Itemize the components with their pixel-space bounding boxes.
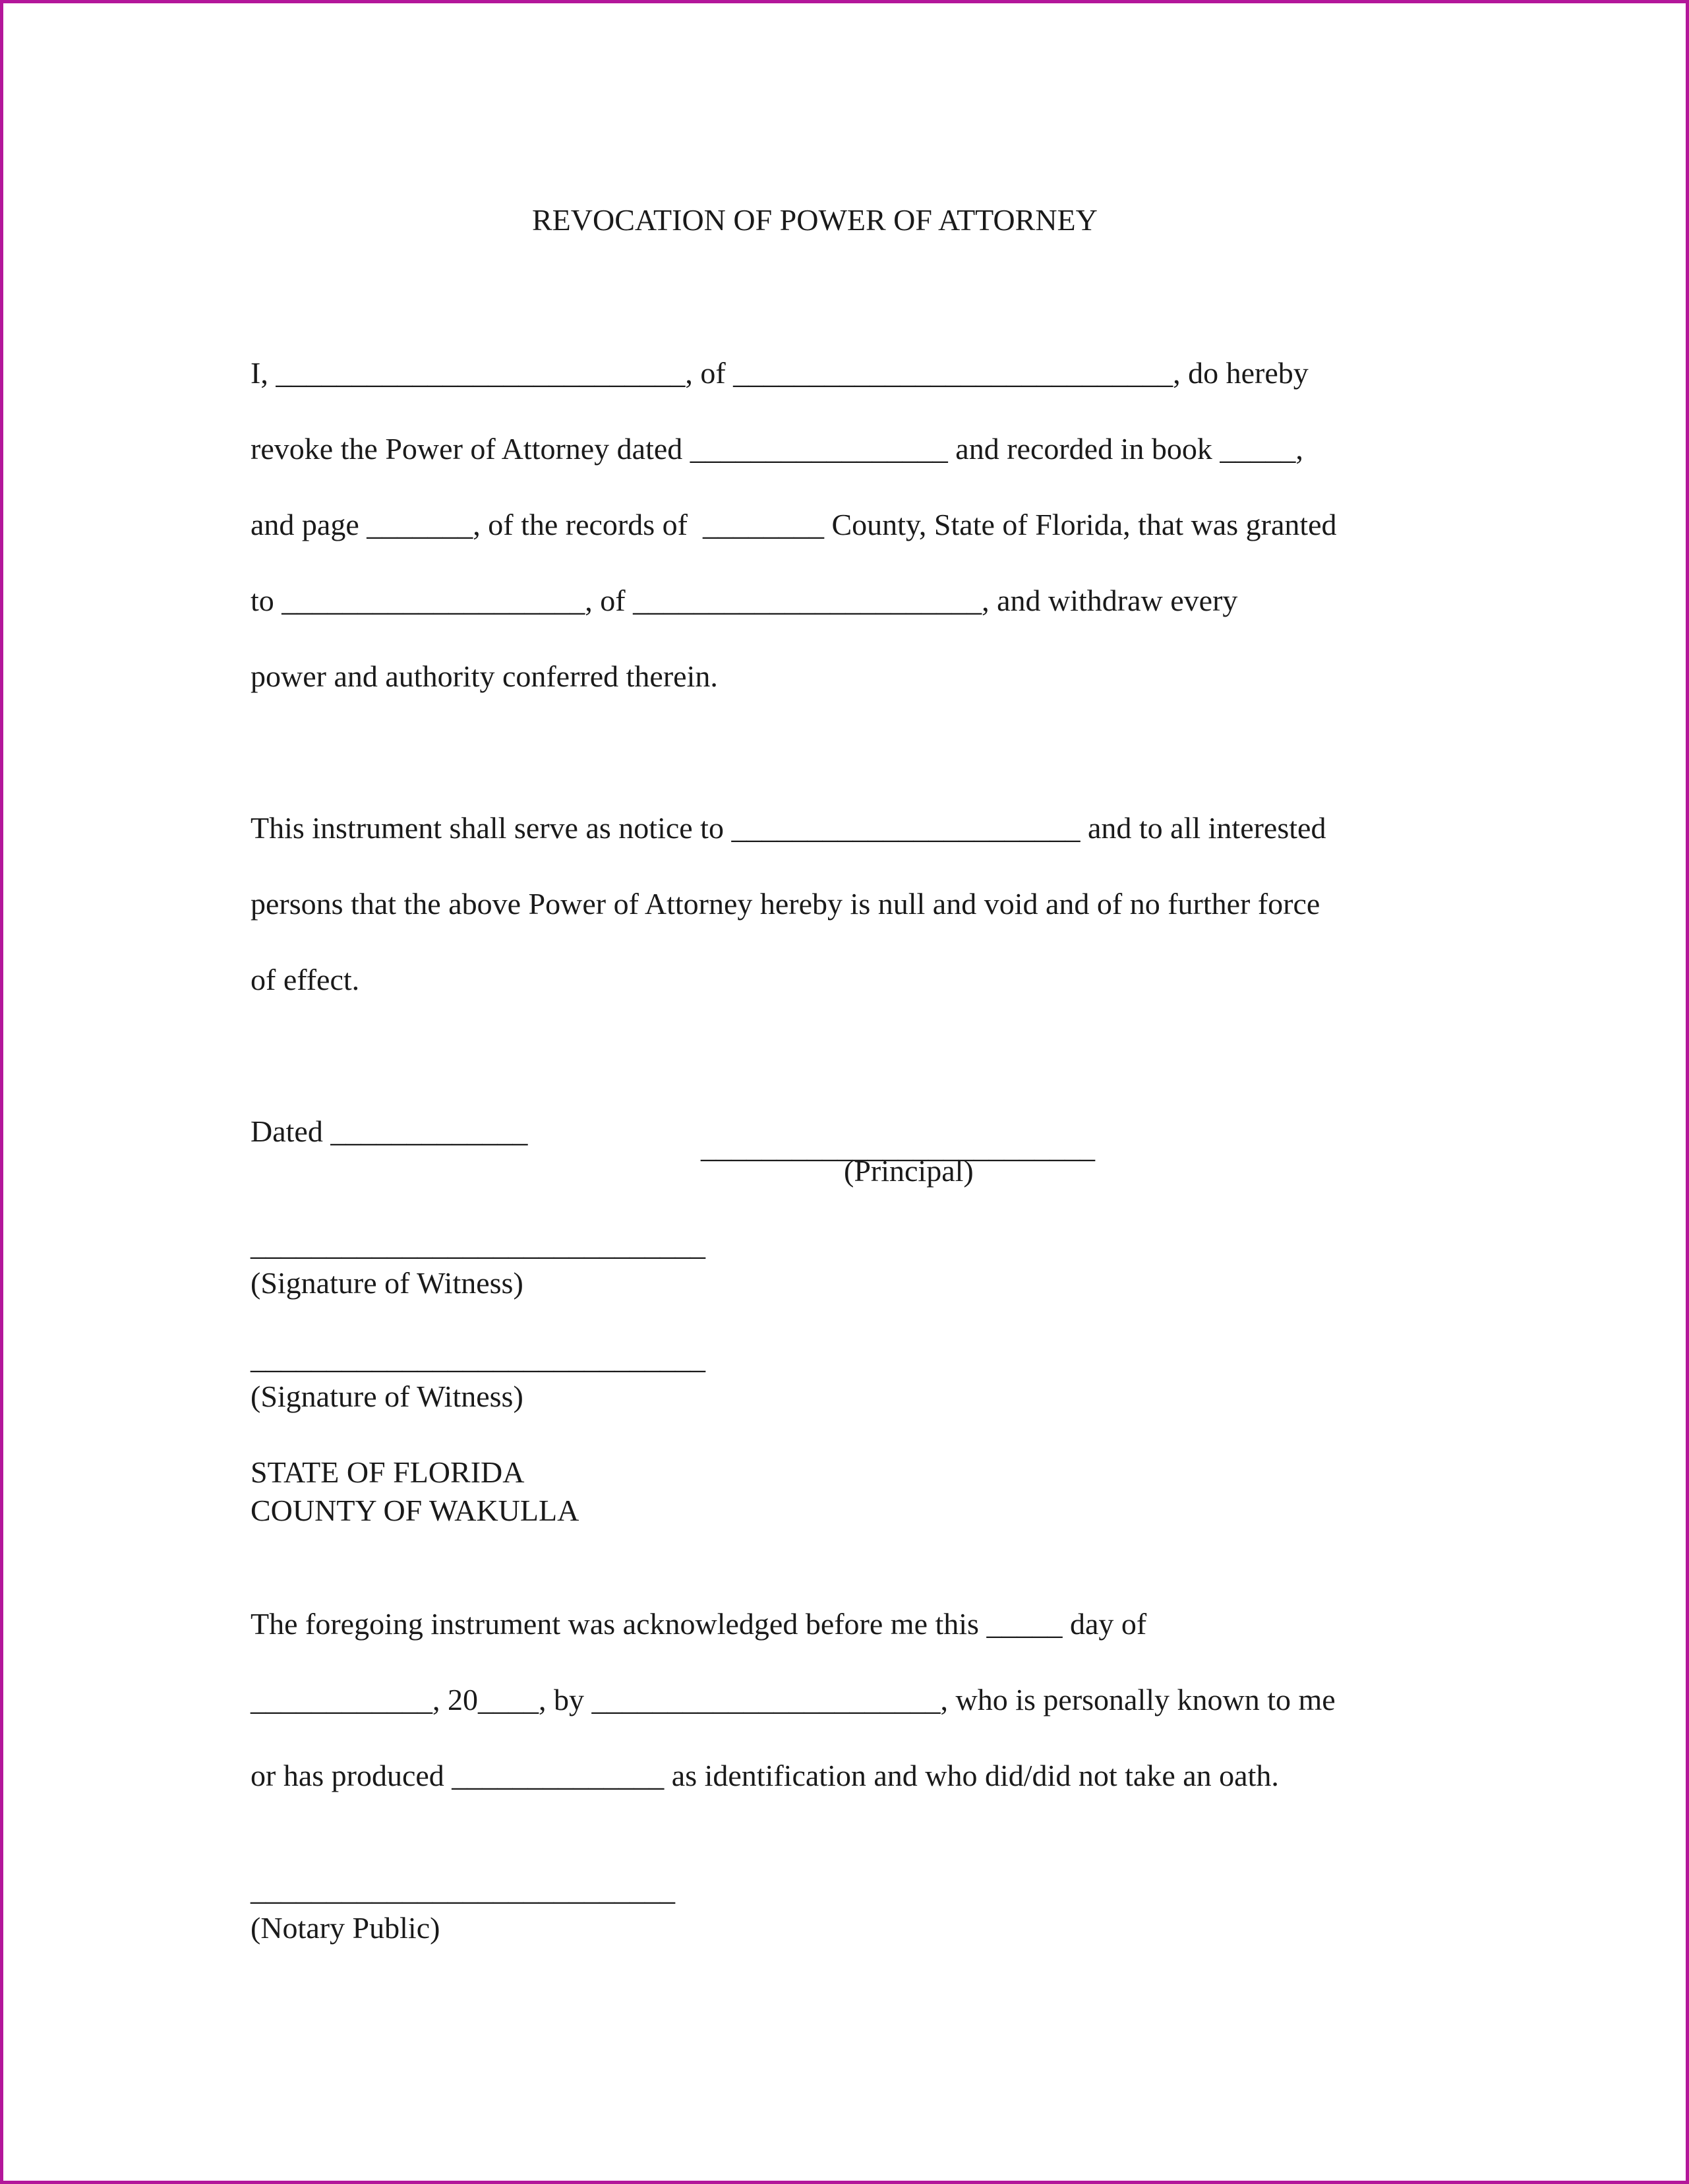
paragraph2-line-2: persons that the above Power of Attorney hereby is null and void and of no further force: [251, 887, 1320, 921]
witness1-label: (Signature of Witness): [251, 1266, 523, 1300]
paragraph1-line-4: to ____________________, of _______________________, and withdraw every: [251, 584, 1238, 617]
paragraph1-line-1: I, ___________________________, of _____________________________, do hereby: [251, 356, 1309, 390]
principal-signature-line: __________________________: [701, 1130, 1095, 1164]
principal-label: (Principal): [844, 1154, 974, 1188]
paragraph3-line-3: or has produced ______________ as identification and who did/did not take an oath.: [251, 1759, 1279, 1792]
notary-signature-line: ____________________________: [251, 1873, 675, 1906]
dated-field: Dated _____________: [251, 1114, 528, 1148]
document-title: REVOCATION OF POWER OF ATTORNEY: [532, 203, 1098, 237]
paragraph3-line-1: The foregoing instrument was acknowledged before me this _____ day of: [251, 1607, 1147, 1641]
paragraph2-line-1: This instrument shall serve as notice to _______________________ and to all interested: [251, 811, 1326, 845]
county-heading: COUNTY OF WAKULLA: [251, 1494, 579, 1527]
witness1-signature-line: ______________________________: [251, 1228, 705, 1261]
paragraph2-line-3: of effect.: [251, 963, 360, 996]
paragraph3-line-2: ____________, 20____, by _______________________, who is personally known to me: [251, 1683, 1336, 1716]
paragraph1-line-3: and page _______, of the records of ________ County, State of Florida, that was granted: [251, 508, 1337, 541]
paragraph1-line-5: power and authority conferred therein.: [251, 659, 718, 693]
state-heading: STATE OF FLORIDA: [251, 1455, 525, 1489]
paragraph1-line-2: revoke the Power of Attorney dated _________________ and recorded in book _____,: [251, 432, 1303, 466]
notary-label: (Notary Public): [251, 1911, 440, 1945]
witness2-signature-line: ______________________________: [251, 1341, 705, 1375]
witness2-label: (Signature of Witness): [251, 1380, 523, 1413]
